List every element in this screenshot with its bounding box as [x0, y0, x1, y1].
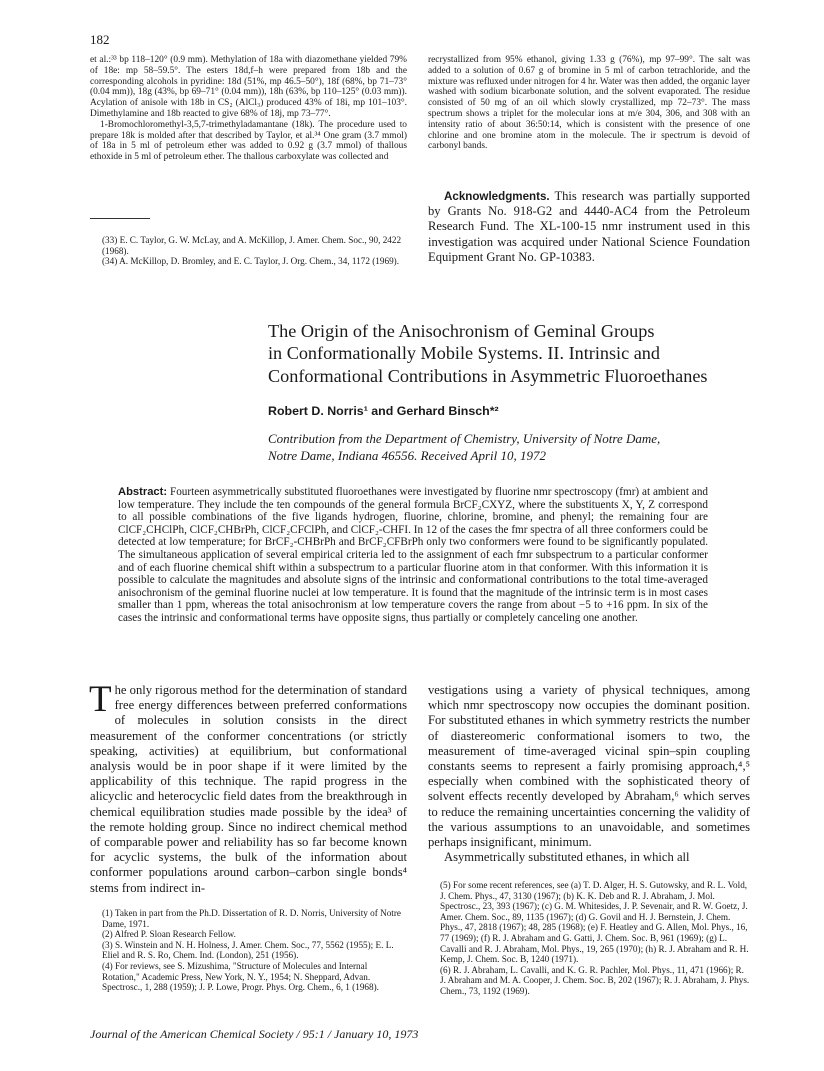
footnotes-bottom-left	[90, 908, 407, 993]
footnote: (6) R. J. Abraham, L. Cavalli, and K. G. R. Pachler, Mol. Phys., 11, 471 (1966); R. J. Abraham and M. A. Cooper, J. Chem. Soc. B, 202 (1967); R. J. Abraham, J. Phys. Chem., 73, 1192 (1969).	[440, 964, 750, 996]
authors: Robert D. Norris¹ and Gerhard Binsch*²	[268, 404, 499, 418]
abstract-heading: Abstract:	[118, 486, 168, 498]
title-line: The Origin of the Anisochronism of Geminal Groups	[268, 321, 655, 341]
body-paragraph-text: he only rigorous method for the determination of standard free energy differences between preferred conformations of molecules in solution consists in the direct measurement of the conformer concentrations (or strictly speaking, activities) at equilibrium, but conformational analysis would be in poor shape if it were limited by the applicability of this technique. The rapid progress in the alicyclic and heterocyclic field dates from the breakthrough in chemical equilibration studies made possible by the idea³ of the remote holding group. Since no indirect chemical method of comparable power and reliability has so far become known for acyclic systems, the bulk of the information about conformer populations around carbon–carbon single bonds⁴ stems from indirect in-	[90, 683, 407, 895]
affiliation-line: Contribution from the Department of Chemistry, University of Notre Dame,	[268, 431, 661, 446]
experimental-text-right	[428, 55, 750, 152]
title-line: Conformational Contributions in Asymmetric Fluoroethanes	[268, 365, 708, 386]
experimental-text-left	[90, 55, 407, 163]
abstract-text: Fourteen asymmetrically substituted fluoroethanes were investigated by fluorine nmr spectroscopy (fmr) at ambient and low temperature. They include the ten compounds of the general formula BrCF₂CXYZ, where the substituents X, Y, Z correspond to all possible combinations of the five ligands hydrogen, fluorine, chlorine, bromine, and phenyl; the remaining four are ClCF₂CHClPh, ClCF₂CHBrPh, ClCF₂CFClPh, and ClCF₂-CHFI. In 12 of the cases the fmr spectra of all three conformers could be detected at low temperature; for BrCF₂-CHBrPh and BrCF₂CFBrPh only two conformers were found to be significantly populated. The simultaneous application of several empirical criteria led to the assignment of each fmr subspectrum to a particular conformer and of each fluorine chemical shift within a subspectrum to a particular fluorine atom in that conformer. With this information it is possible to calculate the magnitudes and absolute signs of the intrinsic and conformational contributions to the total time-averaged anisochronism of the geminal fluorine nuclei at low temperature. It is found that the magnitude of the intrinsic term is in most cases smaller than 1 ppm, whereas the total anisochronism at low temperature covers the range from about −5 to +16 ppm. In six of the cases the intrinsic and conformational terms have opposite signs, thus partially or completely canceling one another.	[118, 486, 709, 624]
affiliation-line: Notre Dame, Indiana 46556. Received April 10, 1972	[268, 447, 547, 463]
experimental-paragraph: et al.:³³ bp 118–120° (0.9 mm). Methylation of 18a with diazomethane yielded 79% of 18e: mp 58–59.5°. The esters 18d,f–h were prepared from 18b and the corresponding alcohols in pyridine: 18d (51%, mp 46.5–50°), 18f (68%, bp 71–73° (0.04 mm)), 18g (43%, bp 69–71° (0.04 mm)), 18h (63%, bp 110–125° (0.03 mm)). Acylation of anisole with 18b in CS₂ (AlCl₃) produced 43% of 18i, mp 101–103°. Dimethylamine and 18b reacted to give 68% of 18j, mp 73–77°.	[90, 55, 407, 119]
acknowledgments-text: This research was partially supported by Grants No. 918-G2 and 4440-AC4 from the Petroleum Research Fund. The XL-100-15 nmr instrument used in this investigation was acquired under National Science Foundation Equipment Grant No. GP-10383.	[428, 189, 750, 264]
footnotes-bottom-right	[428, 880, 750, 997]
footnote: (1) Taken in part from the Ph.D. Dissertation of R. D. Norris, University of Notre Dame, 1971.	[102, 908, 402, 929]
body-paragraph	[89, 679, 407, 896]
body-paragraph: vestigations using a variety of physical techniques, among which nmr spectroscopy now occupies the dominant position. For substituted ethanes in which symmetry restricts the number of diastereomeric conformational isomers to two, the measurement of time-averaged vicinal spin–spin coupling constants seems to represent a fairly promising approach,⁴,⁵ especially when combined with the sophisticated theory of solvent effects recently developed by Abraham,⁶ which serves to reduce the remaining uncertainties concerning the validity of the various assumptions to an unavoidable, and sometimes perhaps insignificant, minimum.	[428, 683, 750, 850]
footnote: (2) Alfred P. Sloan Research Fellow.	[102, 929, 236, 940]
footnote: (4) For reviews, see S. Mizushima, "Structure of Molecules and Internal Rotation," Academic Press, New York, N. Y., 1954; N. Sheppard, Advan. Spectrosc., 1, 288 (1959); J. P. Lowe, Progr. Phys. Org. Chem., 6, 1 (1968).	[102, 960, 379, 993]
article-title	[268, 320, 788, 387]
footnotes-top-left	[90, 235, 407, 267]
footnote: (3) S. Winstein and N. H. Holness, J. Amer. Chem. Soc., 77, 5562 (1955); E. L. Eliel and R. S. Ro, Chem. Ind. (London), 251 (1956).	[102, 939, 394, 961]
title-line: in Conformationally Mobile Systems. II. Intrinsic and	[268, 343, 660, 364]
footnote: (33) E. C. Taylor, G. W. McLay, and A. McKillop, J. Amer. Chem. Soc., 90, 2422 (1968).	[102, 235, 402, 256]
journal-footer: Journal of the American Chemical Society / 95:1 / January 10, 1973	[90, 1027, 419, 1041]
page-number: 182	[90, 32, 110, 47]
acknowledgments-heading: Acknowledgments.	[444, 190, 550, 203]
footnote: (34) A. McKillop, D. Bromley, and E. C. Taylor, J. Org. Chem., 34, 1172 (1969).	[102, 256, 400, 267]
body-column-left	[89, 679, 407, 896]
drop-cap: T	[89, 679, 112, 720]
abstract	[118, 486, 708, 625]
footnote-divider	[90, 218, 150, 219]
experimental-paragraph: recrystallized from 95% ethanol, giving 1.33 g (76%), mp 97–99°. The salt was added to a solution of 0.67 g of bromine in 5 ml of carbon tetrachloride, and the mixture was refluxed under nitrogen for 4 hr. Water was then added, the organic layer washed with sodium bicarbonate solution, and the solvent evaporated. The residue consisted of 50 mg of an oil which slowly crystallized, mp 72–73°. The mass spectrum shows a triplet for the molecular ions at m/e 304, 306, and 308 with an intensity ratio of about 36:50:14, which is consistent with the presence of one chlorine and one bromine atom in the molecule. The ir spectrum is devoid of carbonyl bands.	[428, 55, 750, 152]
experimental-paragraph: 1-Bromochloromethyl-3,5,7-trimethyladamantane (18k). The procedure used to prepare 18k is molded after that described by Taylor, et al.³⁴ One gram (3.7 mmol) of 18a in 5 ml of petroleum ether was added to 0.92 g (3.7 mmol) of thallous ethoxide in 5 ml of petroleum ether. The thallous carboxylate was collected and	[90, 119, 407, 163]
body-column-right	[428, 683, 750, 865]
body-paragraph: Asymmetrically substituted ethanes, in which all	[444, 850, 690, 865]
acknowledgments	[428, 189, 750, 265]
footnote: (5) For some recent references, see (a) T. D. Alger, H. S. Gutowsky, and R. L. Vold, J. Chem. Phys., 47, 3130 (1967); (b) K. K. Deb and R. J. Abraham, J. Mol. Spectrosc., 23, 393 (1967); (c) G. M. Whitesides, J. P. Sevenair, and R. W. Goetz, J. Amer. Chem. Soc., 89, 1135 (1967); (d) G. Govil and H. J. Bernstein, J. Chem. Phys., 47, 2818 (1967); 48, 285 (1968); (e) F. Heatley and G. Allen, Mol. Phys., 16, 77 (1969); (f) R. J. Abraham and G. Gatti, J. Chem. Soc. B, 961 (1969); (g) L. Cavalli and R. J. Abraham, Mol. Phys., 19, 265 (1970); (h) R. J. Abraham and R. H. Kemp, J. Chem. Soc. B, 1240 (1971).	[440, 880, 749, 965]
affiliation	[268, 431, 660, 464]
